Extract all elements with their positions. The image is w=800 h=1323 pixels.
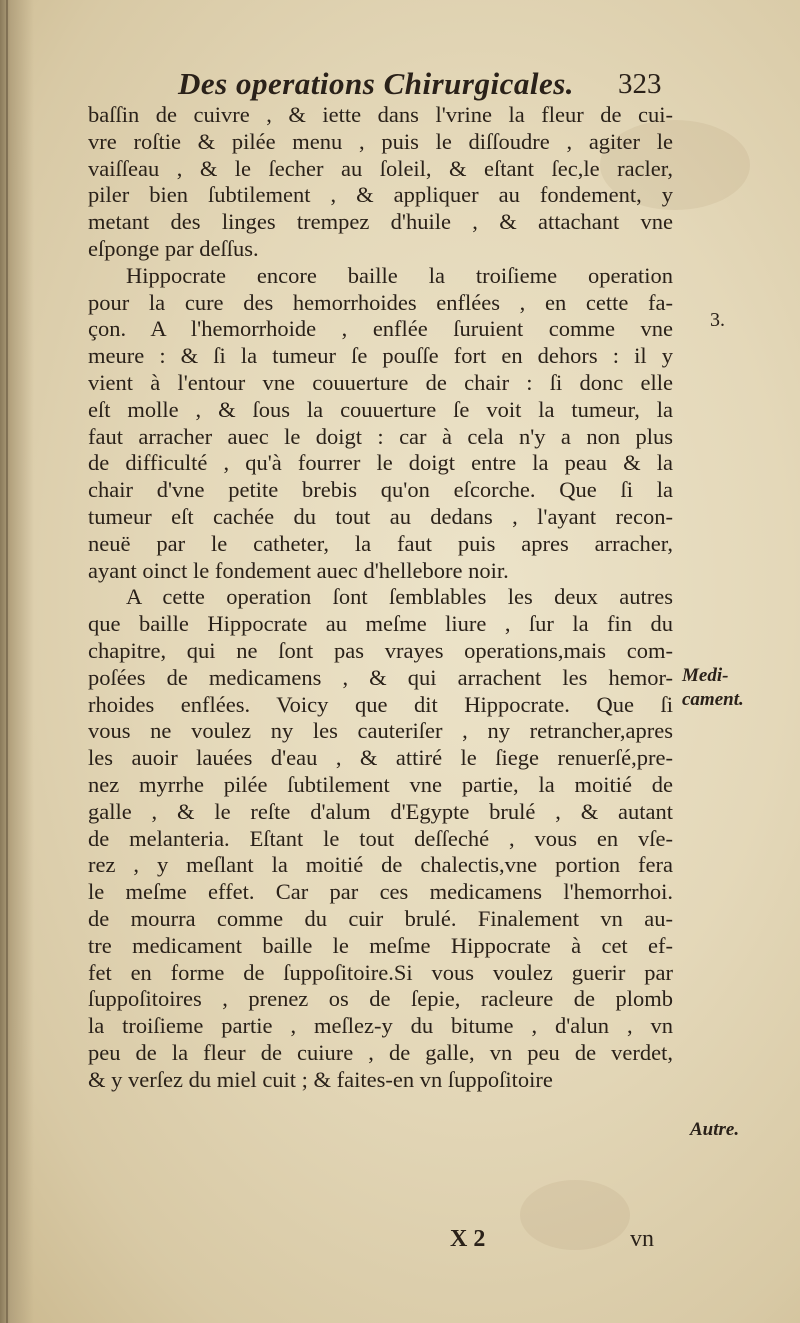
- text-line: tumeur eſt cachée du tout au dedans , l'ayant recon-: [88, 503, 673, 529]
- running-header: [178, 66, 688, 106]
- text-line: vre roſtie & pilée menu , puis le diſſoudre , agiter le: [88, 128, 673, 154]
- text-line: baſſin de cuivre , & iette dans l'vrine la fleur de cui-: [88, 102, 673, 127]
- text-line: pour la cure des hemorrhoides enflées , en cette fa-: [88, 289, 673, 315]
- text-line: Hippocrate encore baille la troiſieme operation: [126, 262, 673, 288]
- text-line: le meſme effet. Car par ces medicamens l'hemorrhoi.: [88, 879, 673, 905]
- margin-note-medicament: Medi- cament.: [682, 665, 744, 710]
- text-line: piler bien ſubtilement , & appliquer au fondement, y: [88, 182, 673, 208]
- text-line: rhoides enflées. Voicy que dit Hippocrate. Que ſi: [88, 691, 673, 717]
- text-line: & y verſez du miel cuit ; & faites-en vn ſuppoſitoire: [88, 1066, 553, 1092]
- text-line: vaiſſeau , & le ſecher au ſoleil, & eſtant ſec,le racler,: [88, 155, 673, 181]
- text-line: A cette operation ſont ſemblables les deux autres: [126, 584, 673, 610]
- page-footer: [450, 1226, 690, 1254]
- page-number: 323: [618, 68, 662, 100]
- text-line: la troiſieme partie , meſlez-y du bitume , d'alun , vn: [88, 1013, 673, 1039]
- text-line: vous ne voulez ny les cauteriſer , ny retrancher,apres: [88, 718, 673, 744]
- text-line: chapitre, qui ne ſont pas vrayes operations,mais com-: [88, 637, 673, 663]
- text-line: que baille Hippocrate au meſme liure , ſur la fin du: [88, 611, 673, 637]
- text-line: peu de la fleur de cuiure , de galle, vn peu de verdet,: [88, 1039, 673, 1065]
- text-line: vient à l'entour vne couuerture de chair : ſi donc elle: [88, 369, 673, 395]
- text-line: çon. A l'hemorrhoide , enflée ſuruient comme vne: [88, 316, 673, 342]
- signature-mark: X 2: [450, 1226, 486, 1252]
- text-line: metant des linges trempez d'huile , & attachant vne: [88, 209, 673, 235]
- page-edge: [6, 0, 8, 1323]
- text-line: ſuppoſitoires , prenez os de ſepie, racleure de plomb: [88, 986, 673, 1012]
- text-line: tre medicament baille le meſme Hippocrate à cet ef-: [88, 932, 673, 958]
- body-text: [88, 102, 673, 1093]
- text-line: chair d'vne petite brebis qu'on eſcorche. Que ſi la: [88, 477, 673, 503]
- text-line: de melanteria. Eſtant le tout deſſeché , vous en vſe-: [88, 825, 673, 851]
- text-line: eſponge par deſſus.: [88, 235, 259, 261]
- text-line: poſées de medicamens , & qui arrachent les hemor-: [88, 664, 673, 690]
- text-line: neuë par le catheter, la faut puis apres arracher,: [88, 530, 673, 556]
- text-line: fet en forme de ſuppoſitoire.Si vous voulez guerir par: [88, 959, 673, 985]
- text-line: de mourra comme du cuir brulé. Finalement vn au-: [88, 905, 673, 931]
- text-line: galle , & le reſte d'alum d'Egypte brulé , & autant: [88, 798, 673, 824]
- text-line: meure : & ſi la tumeur ſe pouſſe fort en dehors : il y: [88, 343, 673, 369]
- text-line: eſt molle , & ſous la couuerture ſe voit la tumeur, la: [88, 396, 673, 422]
- margin-note-autre: Autre.: [690, 1119, 740, 1140]
- text-line: nez myrrhe pilée ſubtilement vne partie, la moitié de: [88, 771, 673, 797]
- text-line: faut arracher auec le doigt : car à cela n'y a non plus: [88, 423, 673, 449]
- text-line: de difficulté , qu'à fourrer le doigt entre la peau & la: [88, 450, 673, 476]
- text-line: rez , y meſlant la moitié de chalectis,vne portion fera: [88, 852, 673, 878]
- catchword: vn: [630, 1226, 654, 1252]
- running-title: Des operations Chirurgicales.: [178, 66, 575, 101]
- text-line: ayant oinct le fondement auec d'hellebore noir.: [88, 557, 509, 583]
- text-line: les auoir lauées d'eau , & attiré le ſiege renuerſé,pre-: [88, 745, 673, 771]
- margin-note-number: 3.: [710, 309, 725, 331]
